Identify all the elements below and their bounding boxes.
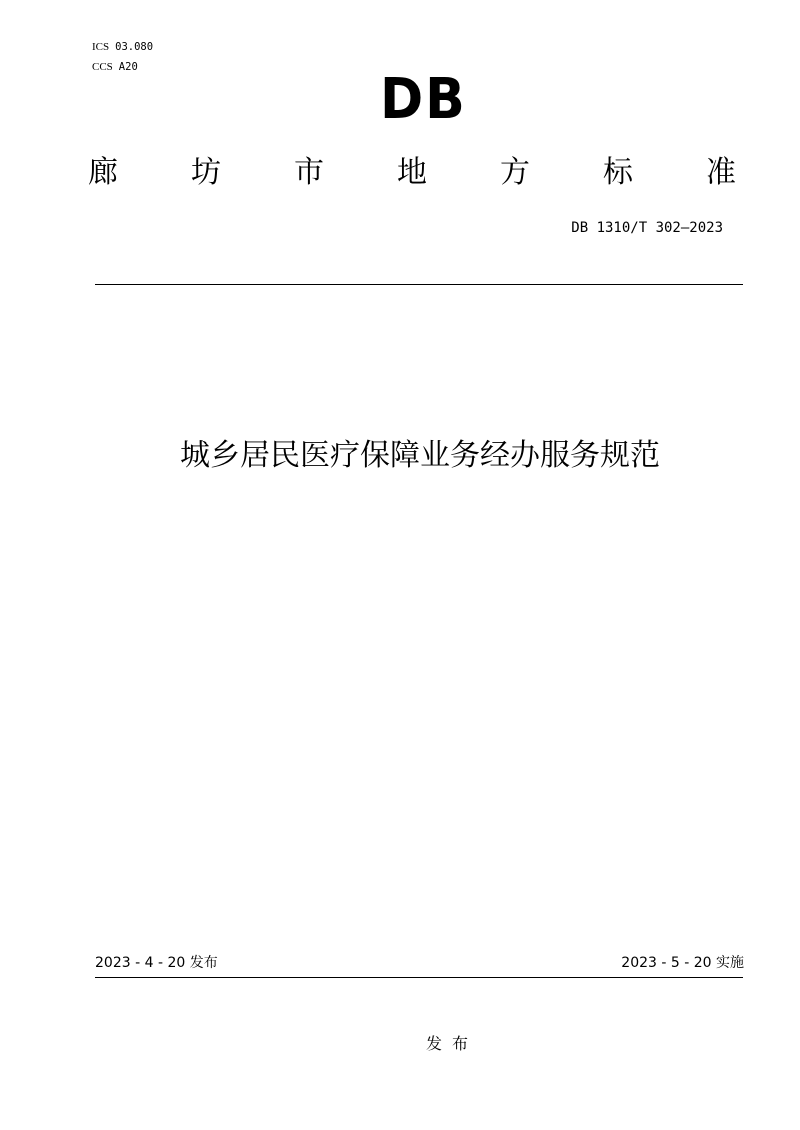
org-title-char: 廊	[88, 155, 118, 190]
org-title-char: 地	[397, 155, 427, 190]
db-logo: DB	[380, 67, 467, 132]
org-title-char: 准	[706, 155, 736, 190]
top-divider	[95, 284, 743, 285]
standard-number: DB 1310/T 302—2023	[571, 220, 723, 236]
org-title-char: 坊	[191, 155, 221, 190]
document-title: 城乡居民医疗保障业务经办服务规范	[180, 438, 660, 473]
publisher-line: 发布	[425, 1034, 478, 1053]
ics-label: ICS	[92, 41, 110, 53]
org-title	[88, 152, 736, 194]
issue-date: 2023 - 4 - 20 发布	[95, 955, 218, 971]
ics-code	[92, 40, 153, 54]
ccs-code	[92, 60, 138, 74]
implementation-date: 2023 - 5 - 20 实施	[621, 955, 744, 971]
org-title-char: 市	[294, 155, 324, 190]
bottom-divider	[95, 977, 743, 978]
org-title-char: 方	[500, 155, 530, 190]
ccs-value: A20	[118, 61, 138, 73]
org-title-char: 标	[603, 155, 633, 190]
ccs-label: CCS	[92, 61, 113, 73]
ics-value: 03.080	[115, 41, 154, 53]
